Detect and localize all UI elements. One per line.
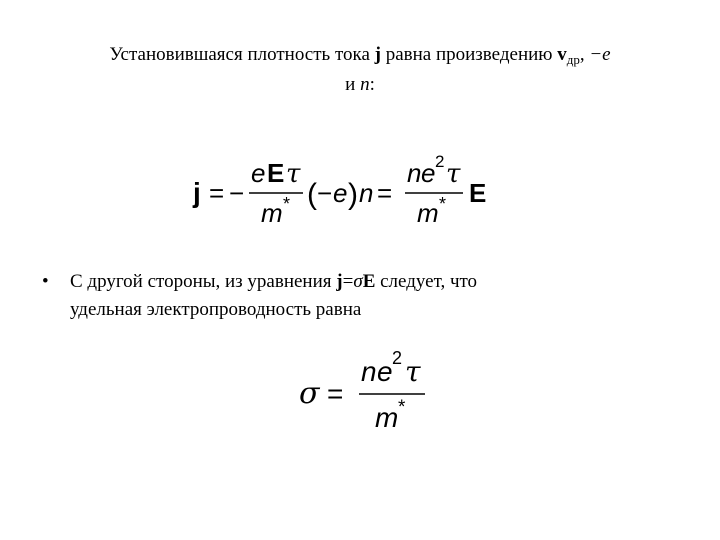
bullet-text-1: С другой стороны, из уравнения bbox=[70, 271, 337, 292]
bullet-line-2: удельная электропроводность равна bbox=[70, 299, 362, 320]
formula1-e: e bbox=[333, 178, 348, 208]
formula1-j: j bbox=[193, 177, 201, 208]
formula2-superscript: 2 bbox=[392, 348, 403, 368]
current-density-formula-svg bbox=[185, 150, 505, 240]
formula1-minus: − bbox=[229, 178, 245, 208]
intro-colon: : bbox=[369, 74, 375, 95]
formula1-right-paren: ) bbox=[348, 178, 358, 211]
intro-paragraph bbox=[30, 40, 690, 100]
intro-text-before: Установившаяся плотность тока bbox=[109, 44, 375, 65]
intro-text-mid: равна произведению bbox=[380, 44, 558, 65]
intro-comma: , bbox=[579, 44, 590, 65]
concentration-symbol: n bbox=[360, 74, 370, 95]
drift-velocity-symbol: v bbox=[557, 44, 567, 65]
current-density-formula bbox=[185, 150, 505, 240]
intro-line-1 bbox=[30, 40, 690, 70]
formula1-num-E: E bbox=[267, 158, 285, 188]
formula1-n: n bbox=[359, 178, 374, 208]
formula1-num-tau: τ bbox=[286, 159, 301, 189]
formula2-num-tau: τ bbox=[405, 355, 421, 388]
current-density-symbol: j bbox=[374, 44, 381, 65]
bullet-equals: = bbox=[342, 271, 354, 292]
formula1-num2-n: n bbox=[407, 158, 422, 188]
formula1-equals-2: = bbox=[377, 178, 393, 208]
conductivity-formula bbox=[295, 345, 445, 440]
formula1-E: E bbox=[469, 178, 487, 208]
formula1-minus-2: − bbox=[317, 178, 333, 208]
conductivity-formula-svg bbox=[295, 345, 445, 440]
bullet-marker: • bbox=[42, 271, 49, 292]
electron-charge-symbol: −e bbox=[589, 44, 611, 65]
formula1-den-star: * bbox=[283, 194, 291, 214]
formula1-num2-superscript: 2 bbox=[435, 152, 445, 171]
formula2-num-n: n bbox=[361, 356, 377, 387]
formula2-den-star: * bbox=[398, 397, 406, 418]
bullet-item bbox=[42, 268, 682, 324]
formula2-equals: = bbox=[327, 378, 344, 409]
bullet-sigma: σ bbox=[353, 271, 363, 292]
bullet-text bbox=[70, 268, 682, 296]
formula1-equals: = bbox=[209, 178, 225, 208]
formula1-num-e: e bbox=[251, 158, 266, 188]
formula1-den-m: m bbox=[261, 198, 283, 228]
formula1-left-paren: ( bbox=[307, 178, 317, 211]
bullet-E: E bbox=[362, 271, 376, 292]
bullet-text-2: следует, что bbox=[375, 271, 478, 292]
formula2-sigma: σ bbox=[299, 376, 320, 411]
formula1-den2-m: m bbox=[417, 198, 439, 228]
intro-line-2 bbox=[30, 70, 690, 100]
bullet-j: j bbox=[336, 271, 343, 292]
formula1-num2-e: e bbox=[421, 158, 436, 188]
drift-velocity-subscript: др bbox=[566, 52, 580, 67]
formula2-num-e: e bbox=[377, 356, 393, 387]
intro-and: и bbox=[345, 74, 361, 95]
formula1-den2-star: * bbox=[439, 194, 447, 214]
formula1-num2-tau: τ bbox=[446, 159, 461, 189]
formula2-den-m: m bbox=[375, 402, 399, 433]
